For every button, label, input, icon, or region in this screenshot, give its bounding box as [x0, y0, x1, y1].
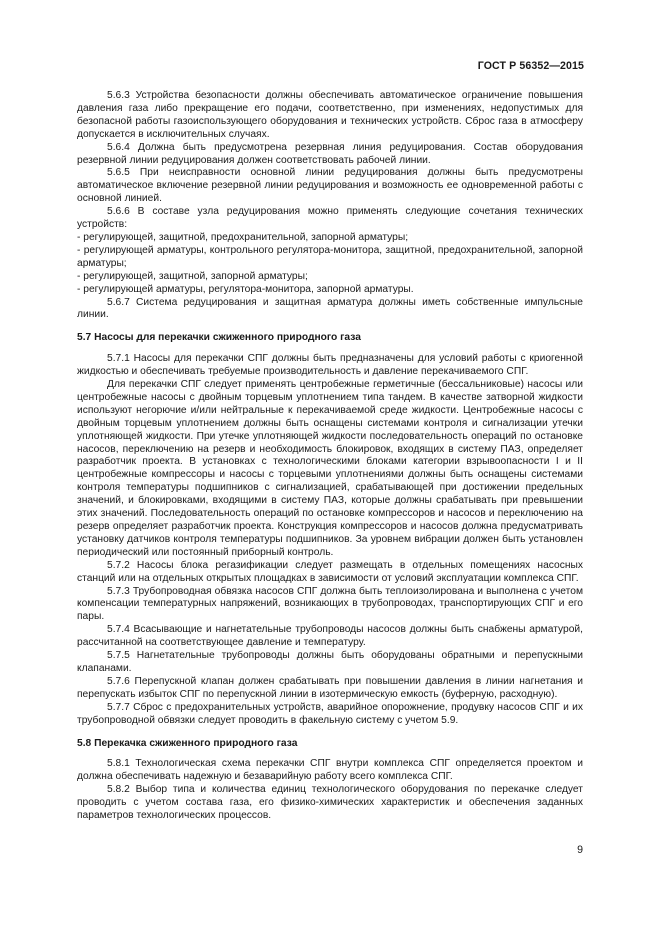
paragraph: 5.6.4 Должна быть предусмотрена резервная линия редуцирования. Состав оборудования резервной линии редуцирования должен соответствовать рабочей линии.	[77, 141, 583, 166]
section-heading: 5.7 Насосы для перекачки сжиженного природного газа	[77, 332, 361, 344]
paragraph: 5.7.2 Насосы блока регазификации следует размещать в отдельных помещениях насосных станций или на отдельных открытых площадках в зависимости от условий эксплуатации комплекса СПГ.	[77, 559, 583, 584]
paragraph: 5.7.6 Перепускной клапан должен срабатывать при повышении давления в линии нагнетания и перепускать избыток СПГ по перепускной линии в изотермическую емкость (буферную, расходную).	[77, 675, 583, 700]
paragraph: 5.7.1 Насосы для перекачки СПГ должны быть предназначены для условий работы с криогенной жидкостью и обеспечивать требуемые производительность и давление перекачиваемого СПГ.	[77, 353, 583, 378]
paragraph: 5.6.3 Устройства безопасности должны обеспечивать автоматическое ограничение повышения давления газа либо прекращение его подачи, соответственно, при изменениях, недопустимых для безопасной работы газоиспользующего оборудования и технических устройств. Сброс газа в атмосферу допускается в исключительных случаях.	[77, 90, 583, 140]
paragraph: 5.6.6 В составе узла редуцирования можно применять следующие сочетания технических устройств:	[77, 206, 583, 231]
paragraph: 5.7.5 Нагнетательные трубопроводы должны быть оборудованы обратными и перепускными клапанами.	[77, 650, 583, 674]
page-body	[77, 90, 583, 823]
section-heading: 5.8 Перекачка сжиженного природного газа	[77, 737, 298, 749]
page-number: 9	[577, 844, 583, 856]
list-item: - регулирующей арматуры, контрольного регулятора-монитора, защитной, предохранительной, запорной арматуры;	[77, 244, 583, 269]
paragraph: Для перекачки СПГ следует применять центробежные герметичные (бессальниковые) насосы или центробежные насосы с двойным торцевым уплотнением типа тандем. В качестве затворной жидкости используют негорючие и/или нейтральные к перекачиваемой среде жидкости. Центробежные насосы с двойным торцевым уплотнением должны быть оснащены системами контроля и сигнализации утечки уплотняющей жидкости. При утечке уплотняющей жидкости последовательность операций по остановке насосов, переключению на резерв и необходимость блокировок, входящих в систему ПАЗ, определяет разработчик проекта. В установках с технологическими блоками категории взрывоопасности I и II центробежные компрессоры и насосы с торцевыми уплотнениями должны быть оснащены системами контроля температуры подшипников с сигнализацией, срабатывающей при достижении предельных значений, и блокировками, входящими в систему ПАЗ, которые должны срабатывать при превышении этих значений. Последовательность операций по остановке компрессоров и насосов и переключению на резерв определяет разработчик проекта. Конструкция компрессоров и насосов должна предусматривать установку датчиков контроля температуры подшипников. За уровнем вибрации должен быть установлен периодический или постоянный приборный контроль.	[77, 379, 583, 558]
paragraph: 5.6.7 Система редуцирования и защитная арматура должны иметь собственные импульсные линии.	[77, 296, 583, 321]
list-item: - регулирующей, защитной, предохранительной, запорной арматуры;	[77, 231, 409, 243]
paragraph: 5.7.3 Трубопроводная обвязка насосов СПГ должна быть теплоизолирована и выполнена с учетом компенсации температурных напряжений, возникающих в трубопроводах, транспортирующих СПГ и его пары.	[77, 585, 583, 623]
paragraph: 5.6.5 При неисправности основной линии редуцирования должны быть предусмотрены автоматическое включение резервной линии редуцирования и возможность ее одновременной работы с основной линией.	[77, 167, 583, 205]
paragraph: 5.7.4 Всасывающие и нагнетательные трубопроводы насосов должны быть снабжены арматурой, рассчитанной на соответствующее давление и температуру.	[77, 624, 583, 649]
document-header: ГОСТ Р 56352—2015	[477, 60, 584, 72]
list-item: - регулирующей, защитной, запорной арматуры;	[77, 270, 308, 282]
paragraph: 5.7.7 Сброс с предохранительных устройств, аварийное опорожнение, продувку насосов СПГ и их трубопроводной обвязки следует проводить в факельную систему с учетом 5.9.	[77, 701, 583, 726]
paragraph: 5.8.1 Технологическая схема перекачки СПГ внутри комплекса СПГ определяется проектом и должна обеспечивать надежную и безаварийную работу всего комплекса СПГ.	[77, 758, 583, 783]
paragraph: 5.8.2 Выбор типа и количества единиц технологического оборудования по перекачке следует проводить с учетом состава газа, его физико-химических характеристик и обеспечения заданных параметров технологических процессов.	[77, 784, 583, 822]
list-item: - регулирующей арматуры, регулятора-монитора, запорной арматуры.	[77, 283, 414, 295]
